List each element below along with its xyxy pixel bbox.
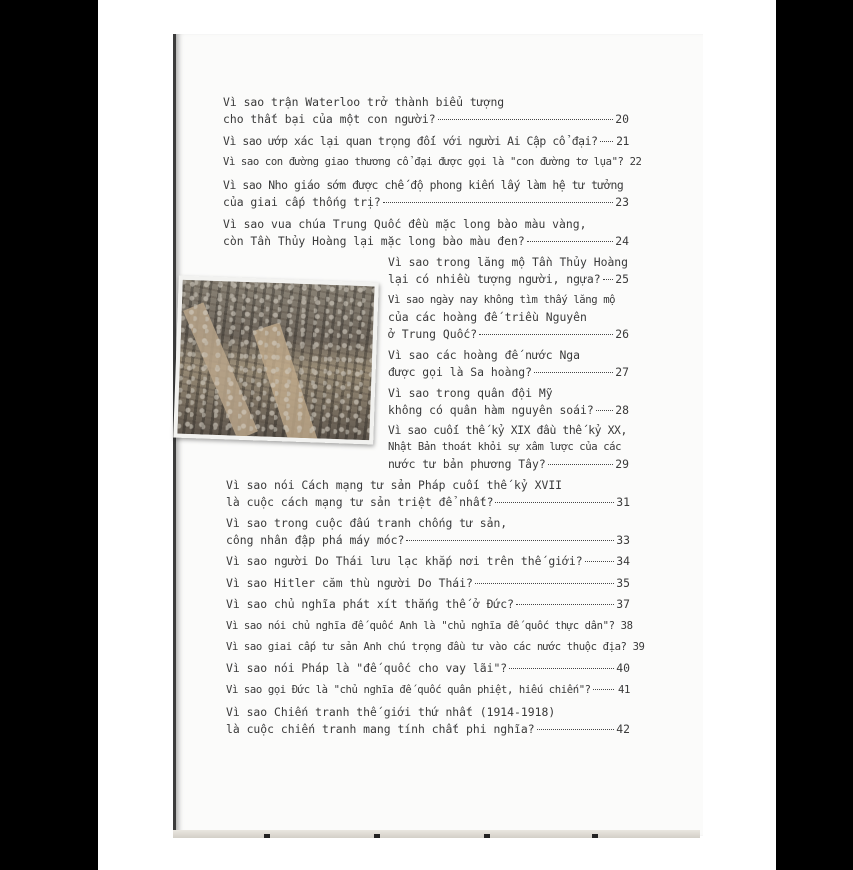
toc-entry[interactable]: Vì sao con đường giao thương cổ đại được gọi là "con đường tơ lụa"? 22 [223,156,642,168]
toc-entry[interactable]: Vì sao gọi Đức là "chủ nghĩa đế quốc quân phiệt, hiếu chiến"? 41 [226,684,630,696]
page-bottom-edge [173,830,700,838]
toc-entry[interactable]: Vì sao cuối thế kỷ XIX đầu thế kỷ XX, Nhật Bản thoát khỏi sự xâm lược của các nước tư bản phương Tây? 29 [388,423,629,471]
toc-entry[interactable]: Vì sao nói Cách mạng tư sản Pháp cuối thế kỷ XVII là cuộc cách mạng tư sản triệt để nhất? 31 [226,478,630,509]
page-edge-mark [484,834,490,838]
toc-entry[interactable]: Vì sao ngày nay không tìm thấy lăng mộ của các hoàng đế triều Nguyên ở Trung Quốc? 26 [388,294,629,341]
terracotta-army-photo [173,276,379,445]
toc-entry[interactable]: Vì sao các hoàng đế nước Nga được gọi là Sa hoàng? 27 [388,348,629,379]
toc-entry[interactable]: Vì sao vua chúa Trung Quốc đều mặc long bào màu vàng, còn Tần Thủy Hoàng lại mặc long bào màu đen? 24 [223,217,629,248]
toc-entry[interactable]: Vì sao trong cuộc đấu tranh chống tư sản, công nhân đập phá máy móc? 33 [226,516,630,547]
toc-entry[interactable]: Vì sao người Do Thái lưu lạc khắp nơi trên thế giới? 34 [226,554,630,568]
toc-entry[interactable]: Vì sao trong quân đội Mỹ không có quân hàm nguyên soái? 28 [388,386,629,417]
toc-entry[interactable]: Vì sao ướp xác lại quan trọng đối với người Ai Cập cổ đại? 21 [223,134,629,148]
toc-entry[interactable]: Vì sao giai cấp tư sản Anh chú trọng đầu tư vào các nước thuộc địa? 39 [226,641,645,653]
toc-entry[interactable]: Vì sao chủ nghĩa phát xít thắng thế ở Đức? 37 [226,597,630,611]
toc-entry[interactable]: Vì sao trong lăng mộ Tần Thủy Hoàng lại có nhiều tượng người, ngựa? 25 [388,255,629,286]
page-edge-mark [264,834,270,838]
page-edge-mark [592,834,598,838]
toc-entry[interactable]: Vì sao Nho giáo sớm được chế độ phong kiến lấy làm hệ tư tưởng của giai cấp thống trị? 23 [223,178,629,209]
toc-entry[interactable]: Vì sao nói Pháp là "đế quốc cho vay lãi"? 40 [226,661,630,675]
toc-entry[interactable]: Vì sao trận Waterloo trở thành biểu tượng cho thất bại của một con người? 20 [223,95,629,126]
page-edge-mark [374,834,380,838]
toc-entry[interactable]: Vì sao Hitler căm thù người Do Thái? 35 [226,576,630,590]
toc-entry[interactable]: Vì sao Chiến tranh thế giới thứ nhất (1914-1918) là cuộc chiến tranh mang tính chất phi nghĩa? 42 [226,705,630,736]
toc-entry[interactable]: Vì sao nói chủ nghĩa đế quốc Anh là "chủ nghĩa đế quốc thực dân"? 38 [226,620,633,632]
